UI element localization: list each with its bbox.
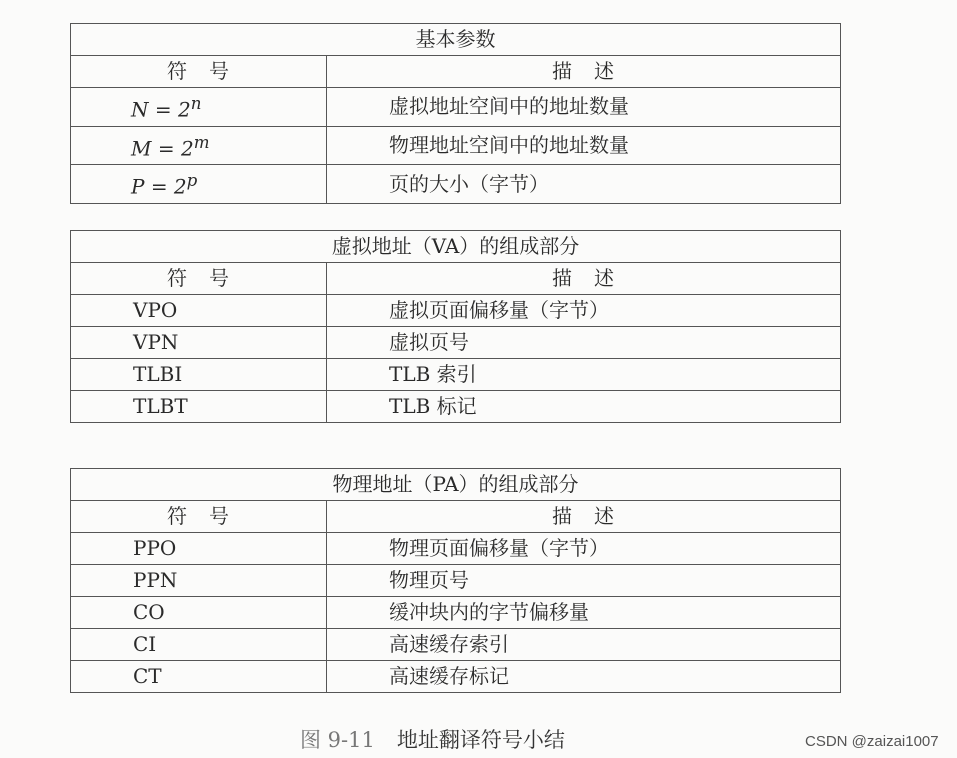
table-row [71, 359, 841, 391]
table-row [71, 597, 841, 629]
description-cell: 物理页号 [327, 565, 841, 597]
table-row [71, 391, 841, 423]
symbol-cell: TLBT [71, 391, 327, 423]
symbol-cell: CT [71, 661, 327, 693]
basic-parameters-table [70, 23, 841, 204]
watermark: CSDN @zaizai1007 [805, 733, 939, 750]
description-cell: 物理页面偏移量（字节） [327, 533, 841, 565]
table-title: 虚拟地址（VA）的组成部分 [71, 231, 841, 263]
description-cell: 虚拟页面偏移量（字节） [327, 295, 841, 327]
table-row [71, 661, 841, 693]
table-row [71, 565, 841, 597]
description-column-header: 描 述 [327, 501, 841, 533]
symbol-cell: PPN [71, 565, 327, 597]
symbol-cell: $M = 2^m$ [71, 126, 327, 165]
description-cell: 缓冲块内的字节偏移量 [327, 597, 841, 629]
symbol-cell: CO [71, 597, 327, 629]
description-cell: TLB 索引 [327, 359, 841, 391]
description-column-header: 描 述 [327, 56, 841, 88]
table-row [71, 88, 841, 127]
table-row [71, 327, 841, 359]
description-cell: 虚拟页号 [327, 327, 841, 359]
table-row [71, 165, 841, 204]
description-cell: 高速缓存标记 [327, 661, 841, 693]
table-title: 基本参数 [71, 24, 841, 56]
physical-address-table [70, 468, 841, 693]
description-cell: TLB 标记 [327, 391, 841, 423]
symbol-column-header: 符 号 [71, 501, 327, 533]
symbol-cell: CI [71, 629, 327, 661]
symbol-cell: VPO [71, 295, 327, 327]
figure-caption [300, 724, 565, 754]
symbol-cell: TLBI [71, 359, 327, 391]
figure-number: 图 9-11 [300, 728, 375, 752]
table-row [71, 533, 841, 565]
figure-caption-text: 地址翻译符号小结 [396, 728, 565, 752]
description-cell: 物理地址空间中的地址数量 [327, 126, 841, 165]
table-title: 物理地址（PA）的组成部分 [71, 469, 841, 501]
symbol-column-header: 符 号 [71, 56, 327, 88]
symbol-cell: VPN [71, 327, 327, 359]
table-row [71, 295, 841, 327]
description-cell: 页的大小（字节） [327, 165, 841, 204]
symbol-cell: $N = 2^n$ [71, 88, 327, 127]
description-cell: 高速缓存索引 [327, 629, 841, 661]
table-row [71, 629, 841, 661]
symbol-cell: PPO [71, 533, 327, 565]
description-column-header: 描 述 [327, 263, 841, 295]
description-cell: 虚拟地址空间中的地址数量 [327, 88, 841, 127]
table-row [71, 126, 841, 165]
symbol-column-header: 符 号 [71, 263, 327, 295]
virtual-address-table [70, 230, 841, 423]
symbol-cell: $P = 2^p$ [71, 165, 327, 204]
